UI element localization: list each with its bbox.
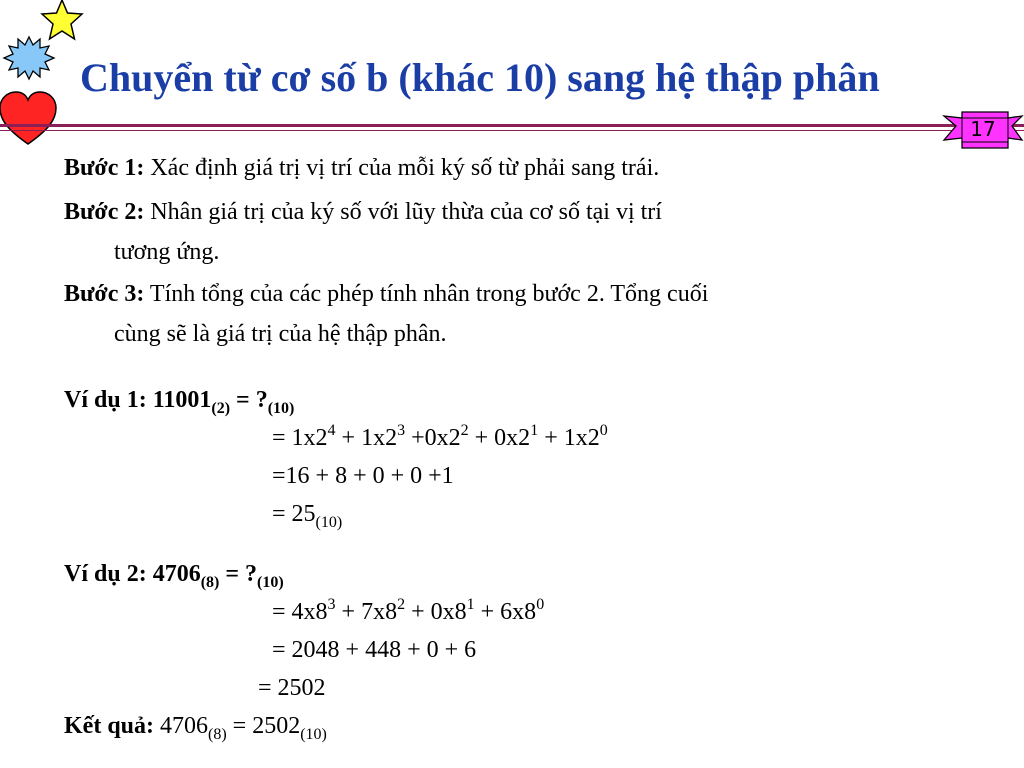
- title-underline-thin: [0, 130, 1024, 131]
- slide-title: Chuyển từ cơ số b (khác 10) sang hệ thập phân: [80, 55, 880, 100]
- example-1-heading: Ví dụ 1: $11001_{(2)}$ = $?_{(10)}$: [64, 387, 295, 417]
- step-text: Xác định giá trị vị trí của mỗi ký số từ phải sang trái.: [150, 155, 660, 181]
- step-2-continued: tương ứng.: [114, 239, 220, 265]
- example-1-result: = $25_{(10)}$: [272, 501, 343, 531]
- step-text: Nhân giá trị của ký số với lũy thừa của cơ số tại vị trí: [150, 199, 662, 225]
- final-result: Kết quả: $4706_{(8)} = 2502_{(10)}$: [64, 713, 327, 743]
- title-underline: [0, 124, 1024, 127]
- example-2-result: = 2502: [258, 675, 326, 701]
- step-label: Bước 1:: [64, 155, 145, 181]
- starburst-icon: [2, 34, 56, 82]
- slide-number: 17: [970, 117, 996, 141]
- step-3: [64, 280, 708, 308]
- step-label: Bước 2:: [64, 199, 145, 225]
- result-label: Kết quả:: [64, 713, 154, 739]
- step-2: [64, 198, 662, 226]
- example-2-expansion: = $4x8^3 + 7x8^2 + 0x8^1 + 6x8^0$: [272, 596, 545, 625]
- step-text: Tính tổng của các phép tính nhân trong bước 2. Tổng cuối: [149, 281, 709, 307]
- step-label: Bước 3:: [64, 281, 145, 307]
- example-2-heading: Ví dụ 2: $4706_{(8)}$ = $?_{(10)}$: [64, 561, 284, 591]
- example-1-expansion: = $1x2^4 + 1x2^3 +0x2^2 + 0x2^1 + 1x2^0$: [272, 422, 608, 451]
- step-3-continued: cùng sẽ là giá trị của hệ thập phân.: [114, 321, 447, 347]
- heart-icon: [0, 90, 58, 148]
- example-1-sum: =16 + 8 + 0 + 0 +1: [272, 463, 454, 489]
- example-2-sum: = 2048 + 448 + 0 + 6: [272, 637, 477, 663]
- step-1: [64, 154, 659, 182]
